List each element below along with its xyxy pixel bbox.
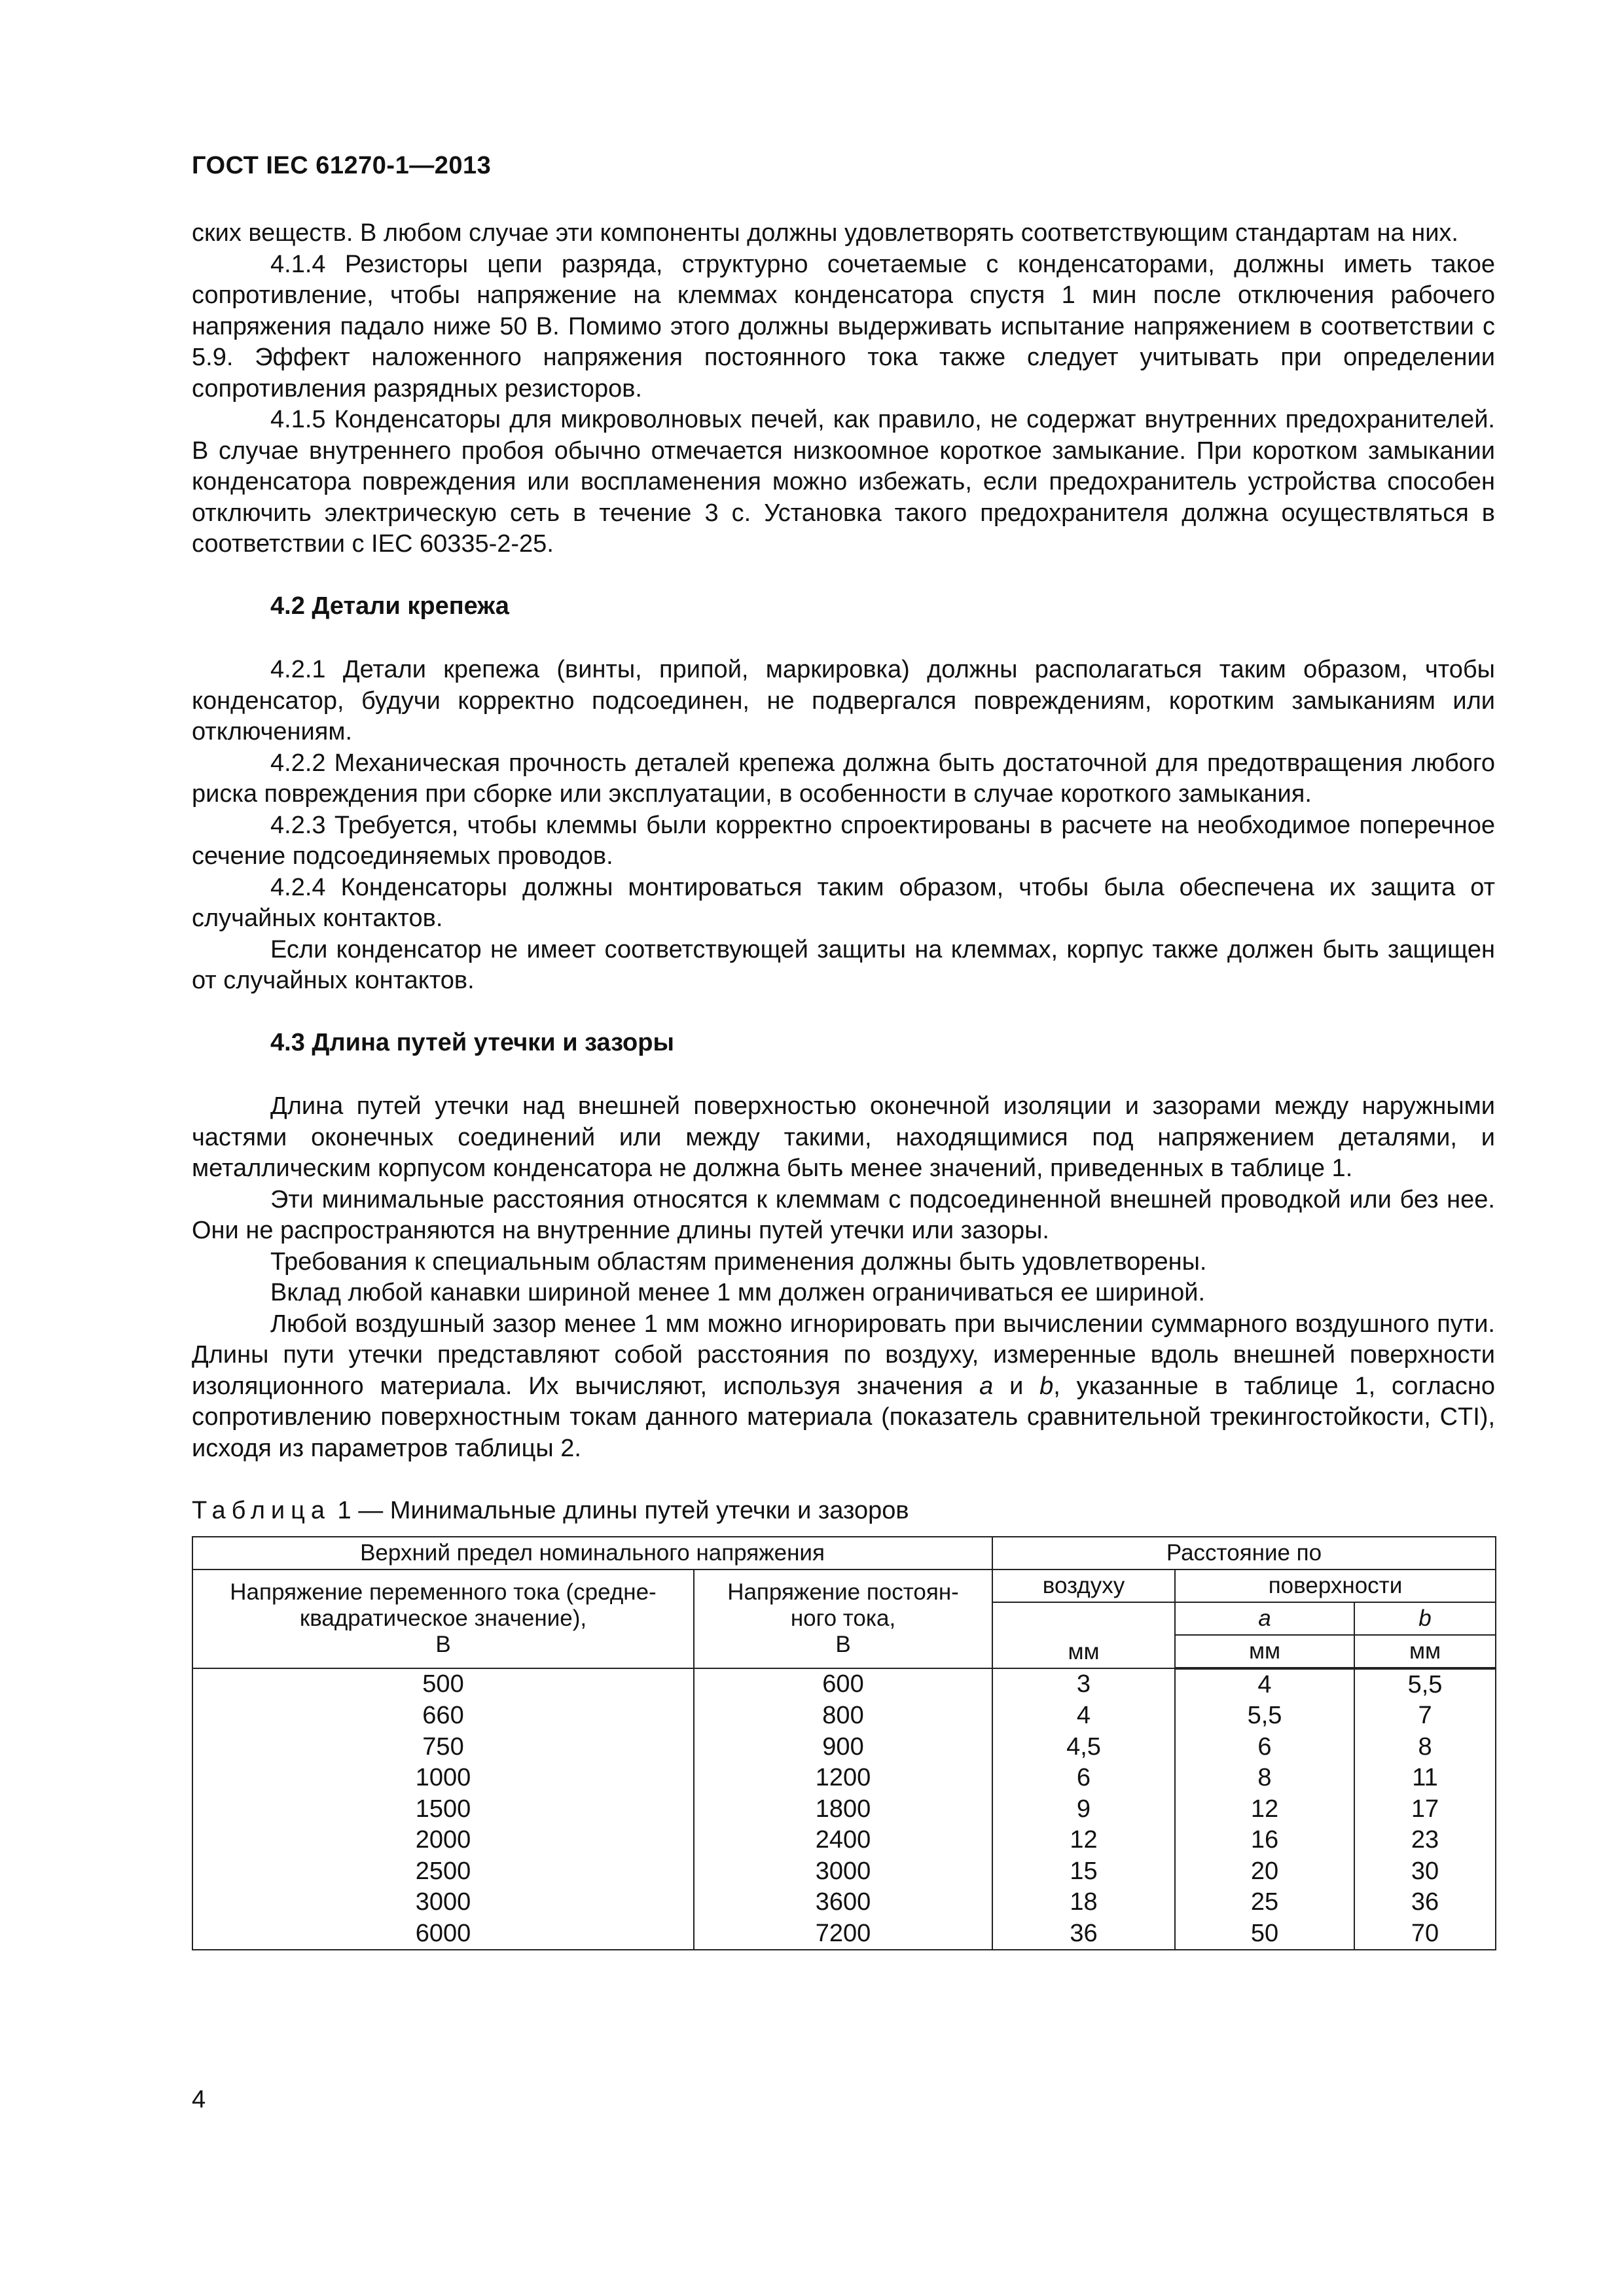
header-line: Напряжение постоян- [727,1579,959,1605]
table-header-voltage: Верхний предел номинального напряжения [192,1537,992,1570]
header-line: ного тока, [790,1605,896,1631]
cell-b: 70 [1354,1918,1496,1950]
paragraph: Эти минимальные расстояния относятся к клеммам с подсоединенной внешней проводкой или без нее. Они не распространяются на внутренние длины путей утечки или зазоры. [192,1185,1495,1244]
cell-ac: 660 [192,1700,694,1732]
cell-air: 4,5 [992,1732,1175,1763]
table-row [192,1918,1496,1950]
cell-a: 6 [1175,1732,1354,1763]
cell-a: 50 [1175,1918,1354,1950]
paragraph: Вклад любой канавки шириной менее 1 мм должен ограничиваться ее шириной. [270,1279,1206,1306]
table-caption-text: 1 — Минимальные длины путей утечки и зазоров [331,1497,909,1524]
cell-a: 20 [1175,1856,1354,1888]
cell-b: 11 [1354,1763,1496,1794]
header-unit: В [835,1632,851,1657]
cell-air: 3 [992,1668,1175,1701]
table-header-dc [694,1570,992,1668]
paragraph: Требования к специальным областям применения должны быть удовлетворены. [270,1247,1207,1276]
paragraph-4-2-4: 4.2.4 Конденсаторы должны монтироваться таким образом, чтобы была обеспечена их защита от случайных контактов. [192,873,1495,932]
cell-dc: 7200 [694,1918,992,1950]
table-row [192,1856,1496,1888]
cell-b: 17 [1354,1794,1496,1825]
cell-a: 8 [1175,1763,1354,1794]
cell-a: 4 [1175,1668,1354,1701]
paragraph: ских веществ. В любом случае эти компоненты должны удовлетворять соответствующим стандартам на них. [192,219,1458,247]
cell-a: 16 [1175,1825,1354,1856]
cell-ac: 500 [192,1668,694,1701]
cell-air: 18 [992,1887,1175,1918]
paragraph: Длина путей утечки над внешней поверхностью оконечной изоляции и зазорами между наружными частями оконечных соединений или между такими, находящимися под напряжением деталями, и металлическим корпусом конденсатора не должна быть менее значений, приведенных в таблице 1. [192,1092,1495,1182]
table-row [192,1887,1496,1918]
cell-air: 6 [992,1763,1175,1794]
paragraph-4-2-2: 4.2.2 Механическая прочность деталей крепежа должна быть достаточной для предотвращения любого риска повреждения при сборке или эксплуатации, в особенности в случае короткого замыкания. [192,749,1495,808]
paragraph-4-2-3: 4.2.3 Требуется, чтобы клеммы были корректно спроектированы в расчете на необходимое поперечное сечение подсоединяемых проводов. [192,811,1495,870]
section-heading-4-3: 4.3 Длина путей утечки и зазоры [270,1028,674,1056]
cell-b: 5,5 [1354,1668,1496,1701]
cell-b: 23 [1354,1825,1496,1856]
table-header-air: воздуху [992,1570,1175,1602]
cell-b: 8 [1354,1732,1496,1763]
paragraph-4-1-5: 4.1.5 Конденсаторы для микроволновых печей, как правило, не содержат внутренних предохранителей. В случае внутреннего пробоя обычно отмечается низкоомное короткое замыкание. При коротком замыкании конденсатора повреждения или воспламенения можно избежать, если предохранитель устройства способен отключить электрическую сеть в течение 3 с. Установка такого предохранителя должна осуществляться в соответствии с IEC 60335-2-25. [192,406,1495,558]
table-row [192,1825,1496,1856]
cell-a: 12 [1175,1794,1354,1825]
page-content [192,218,1495,1950]
cell-dc: 3600 [694,1887,992,1918]
table-header-air-unit: мм [992,1602,1175,1668]
section-heading-4-2: 4.2 Детали крепежа [270,592,509,620]
page-number: 4 [192,2086,206,2113]
cell-dc: 3000 [694,1856,992,1888]
cell-ac: 3000 [192,1887,694,1918]
table-row [192,1668,1496,1701]
cell-air: 4 [992,1700,1175,1732]
cell-b: 7 [1354,1700,1496,1732]
document-header: ГОСТ IEC 61270-1—2013 [192,152,492,179]
cell-a: 5,5 [1175,1700,1354,1732]
table-row [192,1732,1496,1763]
creepage-clearance-table [192,1536,1496,1951]
cell-ac: 750 [192,1732,694,1763]
table-header-b-unit: мм [1354,1635,1496,1668]
paragraph-4-1-4: 4.1.4 Резисторы цепи разряда, структурно сочетаемые с конденсаторами, должны иметь такое сопротивление, чтобы напряжение на клеммах конденсатора спустя 1 мин после отключения рабочего напряжения падало ниже 50 В. Помимо этого должны выдерживать испытание напряжением в соответствии с 5.9. Эффект наложенного напряжения постоянного тока также следует учитывать при определении сопротивления разрядных резисторов. [192,250,1495,403]
paragraph: Если конденсатор не имеет соответствующей защиты на клеммах, корпус также должен быть защищен от случайных контактов. [192,935,1495,994]
cell-b: 30 [1354,1856,1496,1888]
variable-a: a [979,1372,994,1400]
cell-air: 12 [992,1825,1175,1856]
cell-dc: 900 [694,1732,992,1763]
table-header-distance: Расстояние по [992,1537,1496,1570]
header-line: квадратическое значение), [299,1605,587,1631]
table-header-surface: поверхности [1175,1570,1496,1602]
table-caption-word: Таблица [192,1497,331,1524]
cell-ac: 2000 [192,1825,694,1856]
variable-b: b [1039,1372,1054,1400]
cell-ac: 2500 [192,1856,694,1888]
table-row [192,1763,1496,1794]
cell-ac: 1000 [192,1763,694,1794]
paragraph-4-2-1: 4.2.1 Детали крепежа (винты, припой, маркировка) должны располагаться таким образом, чтобы конденсатор, будучи корректно подсоединен, не подвергался повреждениям, коротким замыканиям или отключениям. [192,656,1495,745]
table-header-a-unit: мм [1175,1635,1354,1668]
cell-dc: 2400 [694,1825,992,1856]
table-header-a: a [1175,1602,1354,1635]
cell-b: 36 [1354,1887,1496,1918]
table-row [192,1794,1496,1825]
header-unit: В [435,1632,451,1657]
cell-dc: 600 [694,1668,992,1701]
paragraph [192,1309,1495,1465]
cell-dc: 800 [694,1700,992,1732]
table-caption [192,1496,1495,1527]
paragraph-text: , указанные в таблице 1, согласно сопротивлению поверхностным токам данного материала (показатель сравнительной трекингостойкости, CTI), исходя из параметров таблицы 2. [192,1372,1496,1462]
paragraph-text: Любой воздушный зазор менее 1 мм можно игнорировать при вычислении суммарного воздушного пути. Длины пути утечки представляют собой расстояния по воздуху, измеренные вдоль внешней поверхности изоляционного материала. Их вычисляют, используя значения [192,1310,1495,1400]
cell-air: 15 [992,1856,1175,1888]
cell-dc: 1800 [694,1794,992,1825]
header-line: Напряжение переменного тока (средне- [230,1579,657,1605]
cell-ac: 1500 [192,1794,694,1825]
table-header-b: b [1354,1602,1496,1635]
table-header-ac [192,1570,694,1668]
cell-air: 36 [992,1918,1175,1950]
cell-dc: 1200 [694,1763,992,1794]
cell-air: 9 [992,1794,1175,1825]
paragraph-text: и [993,1372,1040,1400]
cell-ac: 6000 [192,1918,694,1950]
table-row [192,1700,1496,1732]
cell-a: 25 [1175,1887,1354,1918]
